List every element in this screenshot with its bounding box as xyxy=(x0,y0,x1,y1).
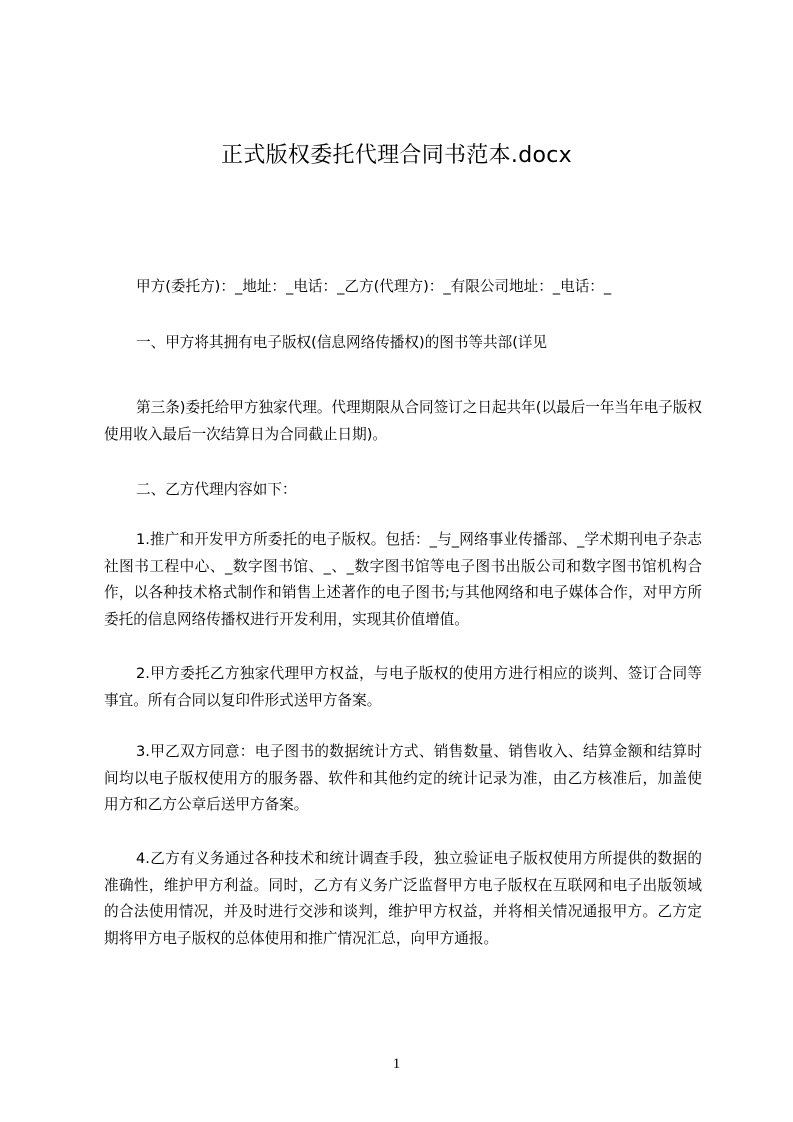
paragraph-agency-term: 第三条)委托给甲方独家代理。代理期限从合同签订之日起共年(以最后一年当年电子版权使用收入最后一次结算日为合同截止日期)。 xyxy=(104,399,702,443)
page-number: 1 xyxy=(392,1056,401,1072)
paragraph-section-one: 一、甲方将其拥有电子版权(信息网络传播权)的图书等共部(详见 xyxy=(136,334,548,351)
paragraph-item-3: 3.甲乙双方同意：电子图书的数据统计方式、销售数量、销售收入、结算金额和结算时间均以电子版权使用方的服务器、软件和其他约定的统计记录为准，由乙方核准后，加盖使用方和乙方公章后送甲方备案。 xyxy=(104,743,702,813)
paragraph-item-2: 2.甲方委托乙方独家代理甲方权益，与电子版权的使用方进行相应的谈判、签订合同等事宜。所有合同以复印件形式送甲方备案。 xyxy=(104,665,702,709)
paragraph-parties: 甲方(委托方)：_地址：_电话：_乙方(代理方)：_有限公司地址：_电话：_ xyxy=(136,278,612,295)
paragraph-item-4: 4.乙方有义务通过各种技术和统计调查手段，独立验证电子版权使用方所提供的数据的准确性，维护甲方利益。同时，乙方有义务广泛监督甲方电子版权在互联网和电子出版领域的合法使用情况，并及时进行交涉和谈判，维护甲方权益，并将相关情况通报甲方。乙方定期将甲方电子版权的总体使用和推广情况汇总，向甲方通报。 xyxy=(104,850,702,947)
document-title: 正式版权委托代理合同书范本.docx xyxy=(221,143,572,168)
paragraph-item-1: 1.推广和开发甲方所委托的电子版权。包括：_与_网络事业传播部、_学术期刊电子杂志社图书工程中心、_数字图书馆、_、_数字图书馆等电子图书出版公司和数字图书馆机构合作，以各种技术格式制作和销售上述著作的电子图书;与其他网络和电子媒体合作，对甲方所委托的信息网络传播权进行开发利用，实现其价值增值。 xyxy=(104,531,702,628)
paragraph-section-two: 二、乙方代理内容如下： xyxy=(136,481,297,498)
